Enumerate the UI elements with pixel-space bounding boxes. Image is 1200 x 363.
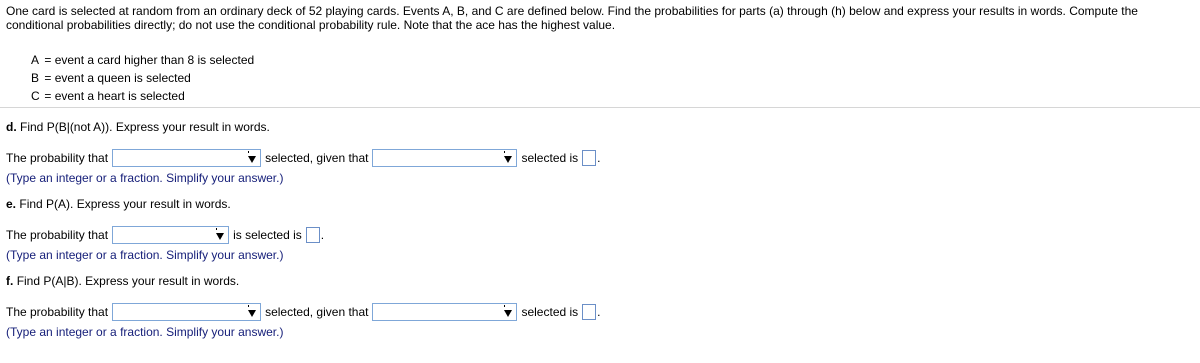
part-e-event-dropdown[interactable] — [112, 226, 229, 244]
part-f-period: . — [597, 305, 601, 319]
part-e-prefix: The probability that — [6, 228, 109, 242]
part-d-hint: (Type an integer or a fraction. Simplify your answer.) — [6, 171, 284, 185]
event-text: event a queen is selected — [54, 71, 191, 85]
event-text: event a card higher than 8 is selected — [54, 53, 255, 67]
part-d-suffix: selected is — [521, 151, 579, 165]
part-f-title — [6, 274, 239, 288]
chevron-down-icon — [248, 305, 259, 319]
chevron-down-icon — [216, 228, 227, 242]
part-d-label: d. — [6, 120, 17, 134]
section-divider — [0, 107, 1200, 108]
part-f-event-dropdown[interactable] — [112, 303, 261, 321]
part-d-question: Find P(B|(not A)). Express your result in words. — [20, 120, 270, 134]
problem-statement: One card is selected at random from an ordinary deck of 52 playing cards. Events A, B, and C are defined below. Find the probabilities for parts (a) through (h) below and express your results in words. Compute the conditional probabilities directly; do not use the conditional probability rule. Note that the ace has the highest value. — [6, 4, 1138, 32]
part-d-given-dropdown[interactable] — [372, 149, 517, 167]
part-e-answer-input[interactable] — [306, 227, 320, 243]
chevron-down-icon — [248, 151, 259, 165]
event-definitions — [31, 51, 254, 105]
chevron-down-icon — [504, 151, 515, 165]
part-e-title — [6, 197, 231, 211]
event-c-definition — [31, 87, 254, 105]
part-e-period: . — [320, 228, 325, 242]
part-e-label: e. — [6, 197, 17, 211]
part-f-answer-row — [6, 302, 601, 322]
part-f-label: f. — [6, 274, 14, 288]
event-letter: A — [31, 53, 40, 67]
part-d-period: . — [597, 151, 601, 165]
chevron-down-icon — [504, 305, 515, 319]
part-f-hint: (Type an integer or a fraction. Simplify your answer.) — [6, 325, 284, 339]
event-letter: B — [31, 71, 40, 85]
event-b-definition — [31, 69, 254, 87]
part-e-hint: (Type an integer or a fraction. Simplify your answer.) — [6, 248, 284, 262]
part-f-question: Find P(A|B). Express your result in words. — [16, 274, 240, 288]
event-text: event a heart is selected — [54, 89, 185, 103]
part-d-title — [6, 120, 270, 134]
part-d-answer-row — [6, 148, 601, 168]
event-equals: = — [44, 53, 52, 67]
part-f-prefix: The probability that — [6, 305, 109, 319]
part-e-answer-row — [6, 225, 324, 245]
event-letter: C — [31, 89, 40, 103]
part-d-middle: selected, given that — [265, 151, 369, 165]
event-equals: = — [44, 89, 52, 103]
part-f-middle: selected, given that — [265, 305, 369, 319]
part-f-suffix: selected is — [521, 305, 579, 319]
part-d-answer-input[interactable] — [582, 150, 596, 166]
part-f-answer-input[interactable] — [582, 304, 596, 320]
event-a-definition — [31, 51, 254, 69]
part-d-event-dropdown[interactable] — [112, 149, 261, 167]
part-d-prefix: The probability that — [6, 151, 109, 165]
part-f-given-dropdown[interactable] — [372, 303, 517, 321]
event-equals: = — [44, 71, 52, 85]
part-e-suffix: is selected is — [233, 228, 302, 242]
part-e-question: Find P(A). Express your result in words. — [19, 197, 231, 211]
